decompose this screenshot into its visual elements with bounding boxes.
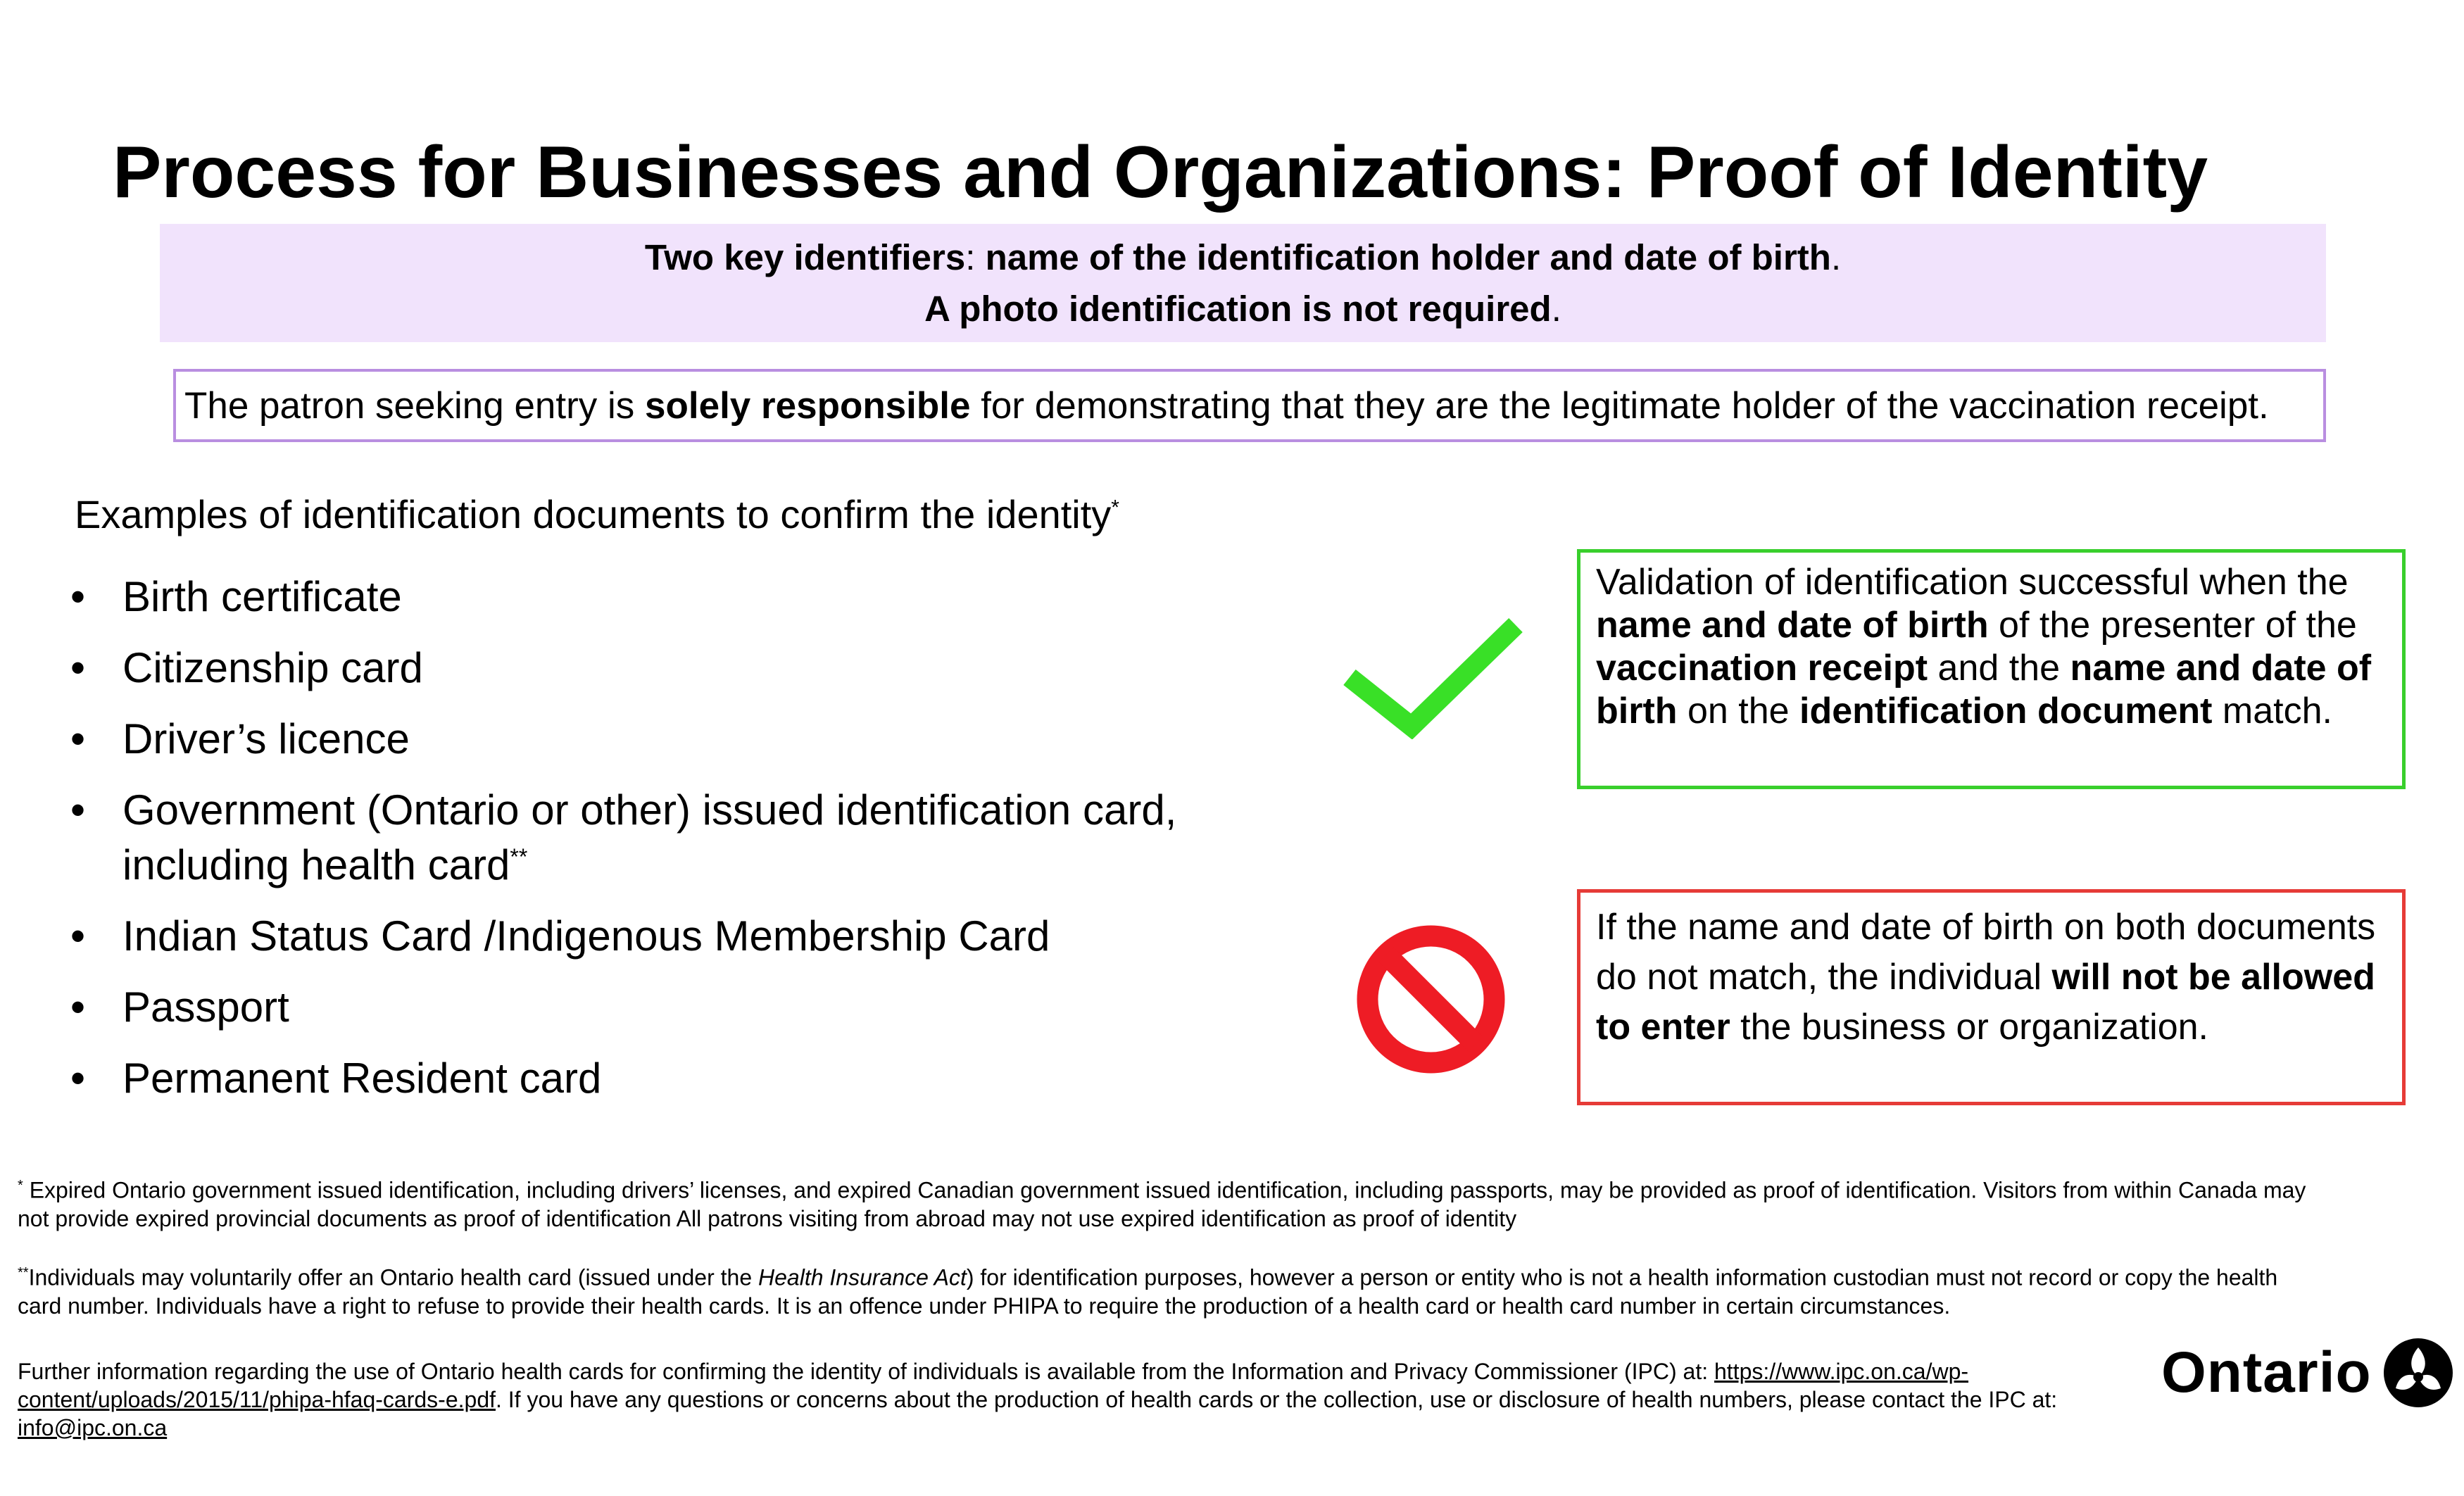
footnote-text: Individuals may voluntarily offer an Ontario health card (issued under the: [28, 1264, 758, 1290]
list-item: • Citizenship card: [70, 645, 1281, 691]
ipc-faq-link[interactable]: https://www.ipc.on.ca/wp-content/uploads/2015/11/phipa-hfaq-cards-e.pdf: [18, 1359, 1969, 1412]
footnote-expired-id: [18, 1171, 2320, 1233]
success-text: on the: [1677, 691, 1799, 731]
failure-emphasis: will not be allowed to enter: [1596, 957, 2375, 1048]
responsibility-emphasis: solely responsible: [645, 384, 971, 427]
footnote-text: . If you have any questions or concerns about the production of health cards or the collection, use or disclosure of health numbers, please contact the IPC at:: [496, 1387, 2058, 1412]
footnote-marker: **: [18, 1265, 29, 1281]
responsibility-text-pre: The patron seeking entry is: [184, 384, 646, 427]
examples-heading: [75, 491, 1119, 537]
list-item: • Passport: [70, 984, 1281, 1031]
success-emphasis: vaccination receipt: [1596, 648, 1928, 689]
list-item-text: Government (Ontario or other) issued identification card,: [122, 786, 1177, 834]
failure-text: If the name and date of birth on both documents do not match, the individual: [1596, 907, 2376, 998]
footnote-further-information: [18, 1357, 2123, 1442]
key-identifiers-line-2: [160, 283, 2326, 334]
footnote-text: Further information regarding the use of Ontario health cards for confirming the identity of individuals is available from the Information and Privacy Commissioner (IPC) at:: [18, 1359, 1714, 1384]
responsibility-text-post: for demonstrating that they are the legitimate holder of the vaccination receipt.: [970, 384, 2269, 427]
list-item: • Birth certificate: [70, 574, 1281, 620]
list-item-footnote-marker: **: [510, 844, 528, 869]
responsibility-statement: [173, 369, 2326, 442]
success-text: match.: [2212, 691, 2332, 731]
key-identifiers-period: .: [1830, 237, 1842, 277]
footnote-text: Expired Ontario government issued identification, including drivers’ licenses, and expired Canadian government issued identification, including passports, may be provided as proof of identification. Visitors from within Canada may not provide expired provincial documents as proof of identification All patrons visiting from abroad may not use expired identification as proof of identity: [18, 1177, 2306, 1231]
key-identifiers-list: name of the identification holder and date of birth: [985, 237, 1831, 277]
list-item: [70, 787, 1281, 888]
key-identifiers-label: Two key identifiers: [644, 237, 966, 277]
list-item-text-continued: including health card: [122, 841, 510, 888]
footnote-text: ) for identification purposes, however a person or entity who is not a health information custodian must not record or copy the health card number. Individuals have a right to refuse to provide their health cards. It is an offence under PHIPA to require the production of a health card or health card number in certain circumstances.: [18, 1264, 2278, 1319]
success-emphasis: identification document: [1799, 691, 2213, 731]
success-emphasis: name and date of birth: [1596, 648, 2372, 731]
success-text: and the: [1928, 648, 2070, 689]
trillium-icon: [2383, 1338, 2453, 1408]
ontario-wordmark: Ontario: [2161, 1340, 2372, 1404]
failure-text: the business or organization.: [1730, 1007, 2208, 1048]
list-item: • Permanent Resident card: [70, 1055, 1281, 1102]
photo-id-note: A photo identification is not required: [924, 289, 1552, 329]
validation-failure-box: [1577, 889, 2406, 1105]
footnote-health-card: [18, 1259, 2320, 1320]
success-text: of the presenter of the: [1988, 605, 2357, 646]
key-identifiers-line-1: [160, 232, 2326, 283]
prohibited-icon: [1355, 924, 1507, 1075]
key-identifiers-banner: [160, 224, 2326, 342]
success-text: Validation of identification successful when the: [1596, 562, 2349, 603]
ontario-logo: [2161, 1338, 2453, 1408]
key-identifiers-colon: :: [965, 237, 986, 277]
ipc-email-link[interactable]: info@ipc.on.ca: [18, 1415, 168, 1440]
list-item: • Indian Status Card /Indigenous Membership Card: [70, 913, 1281, 960]
examples-heading-text: Examples of identification documents to confirm the identity: [75, 492, 1112, 536]
page-title: Process for Businesses and Organizations: Proof of Identity: [113, 132, 2208, 213]
examples-footnote-marker: *: [1111, 496, 1119, 520]
list-item: • Driver’s licence: [70, 716, 1281, 762]
photo-id-period: .: [1551, 289, 1561, 329]
footnote-marker: *: [18, 1178, 23, 1193]
act-name: Health Insurance Act: [758, 1264, 967, 1290]
success-emphasis: name and date of birth: [1596, 605, 1989, 646]
identification-document-list: [70, 574, 1281, 1126]
validation-success-box: [1577, 549, 2406, 789]
checkmark-icon: [1341, 612, 1524, 739]
